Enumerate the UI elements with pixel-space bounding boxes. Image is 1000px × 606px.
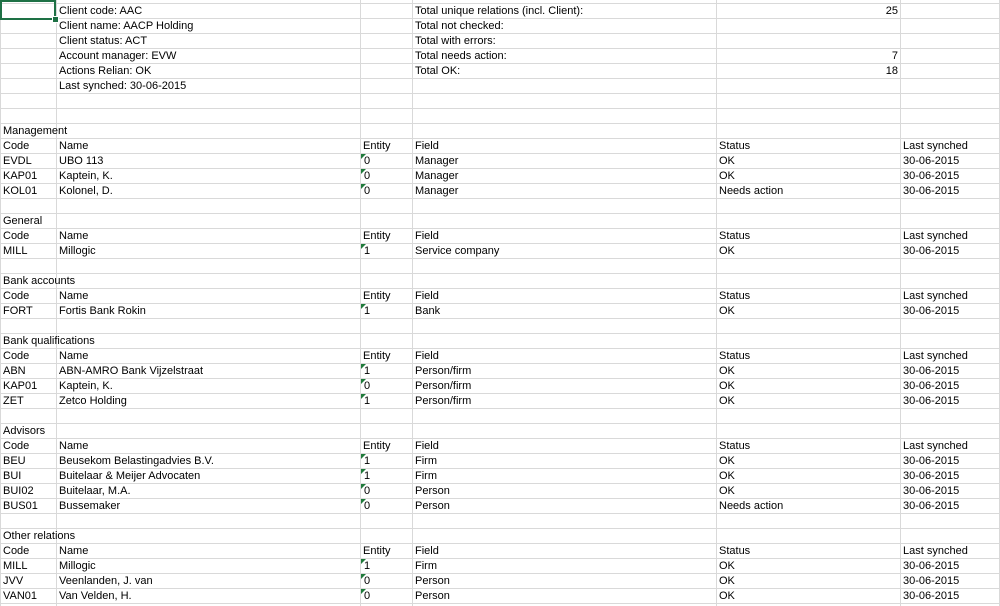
column-header-cell[interactable]: Name bbox=[59, 290, 89, 302]
client-info-cell[interactable]: Client status: ACT bbox=[59, 35, 148, 47]
column-header-cell[interactable]: Entity bbox=[363, 230, 391, 242]
table-cell[interactable]: OK bbox=[719, 170, 735, 182]
client-info-cell[interactable]: Account manager: EVW bbox=[59, 50, 177, 62]
column-header-cell[interactable]: Entity bbox=[363, 140, 391, 152]
table-cell[interactable]: Millogic bbox=[59, 245, 96, 257]
table-cell[interactable]: EVDL bbox=[3, 155, 32, 167]
column-header-cell[interactable]: Code bbox=[3, 290, 30, 302]
table-cell[interactable]: ABN-AMRO Bank Vijzelstraat bbox=[59, 365, 204, 377]
table-cell[interactable]: Person/firm bbox=[415, 380, 472, 392]
section-title-cell[interactable]: General bbox=[3, 215, 43, 227]
table-cell[interactable]: OK bbox=[719, 395, 735, 407]
table-cell[interactable]: OK bbox=[719, 575, 735, 587]
table-cell[interactable]: MILL bbox=[3, 560, 28, 572]
table-cell[interactable]: Kaptein, K. bbox=[59, 170, 113, 182]
fill-handle[interactable] bbox=[52, 16, 59, 23]
table-cell[interactable]: Bussemaker bbox=[59, 500, 121, 512]
number-as-text-indicator-icon bbox=[361, 559, 366, 564]
column-header-cell[interactable]: Code bbox=[3, 350, 30, 362]
client-info-cell[interactable]: Actions Relian: OK bbox=[59, 65, 152, 77]
entity-cell[interactable]: 1 bbox=[364, 365, 371, 377]
entity-cell[interactable]: 0 bbox=[364, 155, 371, 167]
table-cell[interactable]: Firm bbox=[415, 560, 437, 572]
column-header-cell[interactable]: Field bbox=[415, 140, 439, 152]
table-cell[interactable]: Service company bbox=[415, 245, 500, 257]
total-value-cell[interactable]: 18 bbox=[885, 65, 898, 77]
table-cell[interactable]: 30-06-2015 bbox=[903, 590, 960, 602]
number-as-text-indicator-icon bbox=[361, 304, 366, 309]
table-cell[interactable]: OK bbox=[719, 485, 735, 497]
section-title-cell[interactable]: Management bbox=[3, 125, 68, 137]
column-header-cell[interactable]: Last synched bbox=[903, 140, 968, 152]
table-cell[interactable]: Needs action bbox=[719, 185, 784, 197]
number-as-text-indicator-icon bbox=[361, 169, 366, 174]
table-cell[interactable]: ZET bbox=[3, 395, 24, 407]
table-cell[interactable]: KAP01 bbox=[3, 170, 38, 182]
table-cell[interactable]: KAP01 bbox=[3, 380, 38, 392]
entity-cell[interactable]: 0 bbox=[364, 185, 371, 197]
table-cell[interactable]: ABN bbox=[3, 365, 26, 377]
column-header-cell[interactable]: Entity bbox=[363, 545, 391, 557]
number-as-text-indicator-icon bbox=[361, 589, 366, 594]
table-cell[interactable]: 30-06-2015 bbox=[903, 575, 960, 587]
column-header-cell[interactable]: Name bbox=[59, 140, 89, 152]
client-info-cell[interactable]: Client name: AACP Holding bbox=[59, 20, 194, 32]
column-header-cell[interactable]: Entity bbox=[363, 290, 391, 302]
table-cell[interactable]: 30-06-2015 bbox=[903, 365, 960, 377]
column-header-cell[interactable]: Status bbox=[719, 350, 751, 362]
column-header-cell[interactable]: Field bbox=[415, 230, 439, 242]
column-header-cell[interactable]: Status bbox=[719, 290, 751, 302]
table-cell[interactable]: FORT bbox=[3, 305, 33, 317]
table-cell[interactable]: 30-06-2015 bbox=[903, 380, 960, 392]
total-value-cell[interactable] bbox=[717, 34, 900, 49]
entity-cell[interactable]: 0 bbox=[364, 590, 371, 602]
column-header-cell[interactable]: Code bbox=[3, 440, 30, 452]
entity-cell[interactable]: 1 bbox=[364, 305, 371, 317]
table-cell[interactable]: Beusekom Belastingadvies B.V. bbox=[59, 455, 214, 467]
column-header-cell[interactable]: Last synched bbox=[903, 290, 968, 302]
table-cell[interactable]: OK bbox=[719, 245, 735, 257]
total-value-cell[interactable] bbox=[717, 19, 900, 34]
column-header-cell[interactable]: Field bbox=[415, 440, 439, 452]
table-cell[interactable]: 30-06-2015 bbox=[903, 305, 960, 317]
column-header-cell[interactable]: Field bbox=[415, 350, 439, 362]
number-as-text-indicator-icon bbox=[361, 364, 366, 369]
number-as-text-indicator-icon bbox=[361, 394, 366, 399]
table-cell[interactable]: OK bbox=[719, 590, 735, 602]
table-cell[interactable]: 30-06-2015 bbox=[903, 395, 960, 407]
total-value-cell[interactable]: 25 bbox=[885, 5, 898, 17]
column-header-cell[interactable]: Name bbox=[59, 350, 89, 362]
table-cell[interactable]: OK bbox=[719, 155, 735, 167]
table-cell[interactable]: Manager bbox=[415, 170, 459, 182]
column-header-cell[interactable]: Status bbox=[719, 140, 751, 152]
table-cell[interactable]: Manager bbox=[415, 155, 459, 167]
entity-cell[interactable]: 0 bbox=[364, 485, 371, 497]
section-title-cell[interactable]: Bank qualifications bbox=[3, 335, 95, 347]
table-cell[interactable]: Firm bbox=[415, 470, 437, 482]
column-header-cell[interactable]: Last synched bbox=[903, 350, 968, 362]
column-header-cell[interactable]: Code bbox=[3, 545, 30, 557]
column-header-cell[interactable]: Field bbox=[415, 545, 439, 557]
table-cell[interactable]: 30-06-2015 bbox=[903, 155, 960, 167]
number-as-text-indicator-icon bbox=[361, 154, 366, 159]
entity-cell[interactable]: 1 bbox=[364, 395, 371, 407]
table-cell[interactable]: BUI bbox=[3, 470, 22, 482]
column-header-cell[interactable]: Code bbox=[3, 140, 30, 152]
table-cell[interactable]: Person bbox=[415, 500, 450, 512]
table-cell[interactable]: 30-06-2015 bbox=[903, 560, 960, 572]
column-header-cell[interactable]: Status bbox=[719, 545, 751, 557]
table-cell[interactable]: Millogic bbox=[59, 560, 96, 572]
table-cell[interactable]: Manager bbox=[415, 185, 459, 197]
section-title-cell[interactable]: Bank accounts bbox=[3, 275, 76, 287]
table-cell[interactable]: BUS01 bbox=[3, 500, 38, 512]
column-header-cell[interactable]: Code bbox=[3, 230, 30, 242]
total-value-cell[interactable]: 7 bbox=[891, 50, 898, 62]
total-label-cell[interactable]: Total needs action: bbox=[415, 50, 507, 62]
table-cell[interactable]: 30-06-2015 bbox=[903, 485, 960, 497]
number-as-text-indicator-icon bbox=[361, 469, 366, 474]
table-cell[interactable]: Person/firm bbox=[415, 395, 472, 407]
entity-cell[interactable]: 0 bbox=[364, 170, 371, 182]
column-header-cell[interactable]: Name bbox=[59, 440, 89, 452]
table-cell[interactable]: OK bbox=[719, 560, 735, 572]
number-as-text-indicator-icon bbox=[361, 244, 366, 249]
table-cell[interactable]: Buitelaar, M.A. bbox=[59, 485, 131, 497]
table-cell[interactable]: OK bbox=[719, 455, 735, 467]
table-cell[interactable]: Kaptein, K. bbox=[59, 380, 113, 392]
section-title-cell[interactable]: Advisors bbox=[3, 425, 46, 437]
column-header-cell[interactable]: Field bbox=[415, 290, 439, 302]
table-cell[interactable]: JVV bbox=[3, 575, 24, 587]
entity-cell[interactable]: 1 bbox=[364, 245, 371, 257]
table-cell[interactable]: Van Velden, H. bbox=[59, 590, 132, 602]
table-cell[interactable]: Bank bbox=[415, 305, 441, 317]
active-cell-selection[interactable] bbox=[0, 0, 56, 20]
column-header-cell[interactable]: Entity bbox=[363, 350, 391, 362]
table-cell[interactable]: Firm bbox=[415, 455, 437, 467]
column-header-cell[interactable]: Status bbox=[719, 230, 751, 242]
column-header-cell[interactable]: Name bbox=[59, 545, 89, 557]
number-as-text-indicator-icon bbox=[361, 484, 366, 489]
table-cell[interactable]: Person bbox=[415, 575, 450, 587]
number-as-text-indicator-icon bbox=[361, 454, 366, 459]
row-gridline bbox=[0, 108, 1000, 109]
entity-cell[interactable]: 1 bbox=[364, 455, 371, 467]
table-cell[interactable]: OK bbox=[719, 470, 735, 482]
total-label-cell[interactable]: Total unique relations (incl. Client): bbox=[415, 5, 584, 17]
column-header-cell[interactable]: Status bbox=[719, 440, 751, 452]
table-cell[interactable]: Kolonel, D. bbox=[59, 185, 113, 197]
number-as-text-indicator-icon bbox=[361, 379, 366, 384]
column-header-cell[interactable]: Last synched bbox=[903, 545, 968, 557]
entity-cell[interactable]: 0 bbox=[364, 500, 371, 512]
table-cell[interactable]: Needs action bbox=[719, 500, 784, 512]
table-cell[interactable]: 30-06-2015 bbox=[903, 185, 960, 197]
total-label-cell[interactable]: Total with errors: bbox=[415, 35, 496, 47]
table-cell[interactable]: 30-06-2015 bbox=[903, 245, 960, 257]
table-cell[interactable]: UBO 113 bbox=[59, 155, 104, 167]
entity-cell[interactable]: 1 bbox=[364, 470, 371, 482]
table-cell[interactable]: Person bbox=[415, 590, 450, 602]
table-cell[interactable]: MILL bbox=[3, 245, 28, 257]
entity-cell[interactable]: 0 bbox=[364, 380, 371, 392]
table-cell[interactable]: KOL01 bbox=[3, 185, 38, 197]
column-header-cell[interactable]: Entity bbox=[363, 440, 391, 452]
column-header-cell[interactable]: Last synched bbox=[903, 230, 968, 242]
entity-cell[interactable]: 0 bbox=[364, 575, 371, 587]
table-cell[interactable]: OK bbox=[719, 380, 735, 392]
table-cell[interactable]: OK bbox=[719, 305, 735, 317]
table-cell[interactable]: 30-06-2015 bbox=[903, 470, 960, 482]
table-cell[interactable]: Person bbox=[415, 485, 450, 497]
client-info-cell[interactable]: Client code: AAC bbox=[59, 5, 143, 17]
table-cell[interactable]: 30-06-2015 bbox=[903, 500, 960, 512]
table-cell[interactable]: OK bbox=[719, 365, 735, 377]
entity-cell[interactable]: 1 bbox=[364, 560, 371, 572]
total-label-cell[interactable]: Total OK: bbox=[415, 65, 461, 77]
table-cell[interactable]: Buitelaar & Meijer Advocaten bbox=[59, 470, 201, 482]
table-cell[interactable]: Fortis Bank Rokin bbox=[59, 305, 146, 317]
table-cell[interactable]: BEU bbox=[3, 455, 26, 467]
client-info-cell[interactable]: Last synched: 30-06-2015 bbox=[59, 80, 187, 92]
table-cell[interactable]: BUI02 bbox=[3, 485, 34, 497]
table-cell[interactable]: Zetco Holding bbox=[59, 395, 127, 407]
table-cell[interactable]: Person/firm bbox=[415, 365, 472, 377]
section-title-cell[interactable]: Other relations bbox=[3, 530, 76, 542]
table-cell[interactable]: 30-06-2015 bbox=[903, 170, 960, 182]
table-cell[interactable]: Veenlanden, J. van bbox=[59, 575, 153, 587]
table-cell[interactable]: 30-06-2015 bbox=[903, 455, 960, 467]
table-cell[interactable]: VAN01 bbox=[3, 590, 38, 602]
number-as-text-indicator-icon bbox=[361, 499, 366, 504]
number-as-text-indicator-icon bbox=[361, 574, 366, 579]
number-as-text-indicator-icon bbox=[361, 184, 366, 189]
column-header-cell[interactable]: Last synched bbox=[903, 440, 968, 452]
column-header-cell[interactable]: Name bbox=[59, 230, 89, 242]
total-label-cell[interactable]: Total not checked: bbox=[415, 20, 504, 32]
